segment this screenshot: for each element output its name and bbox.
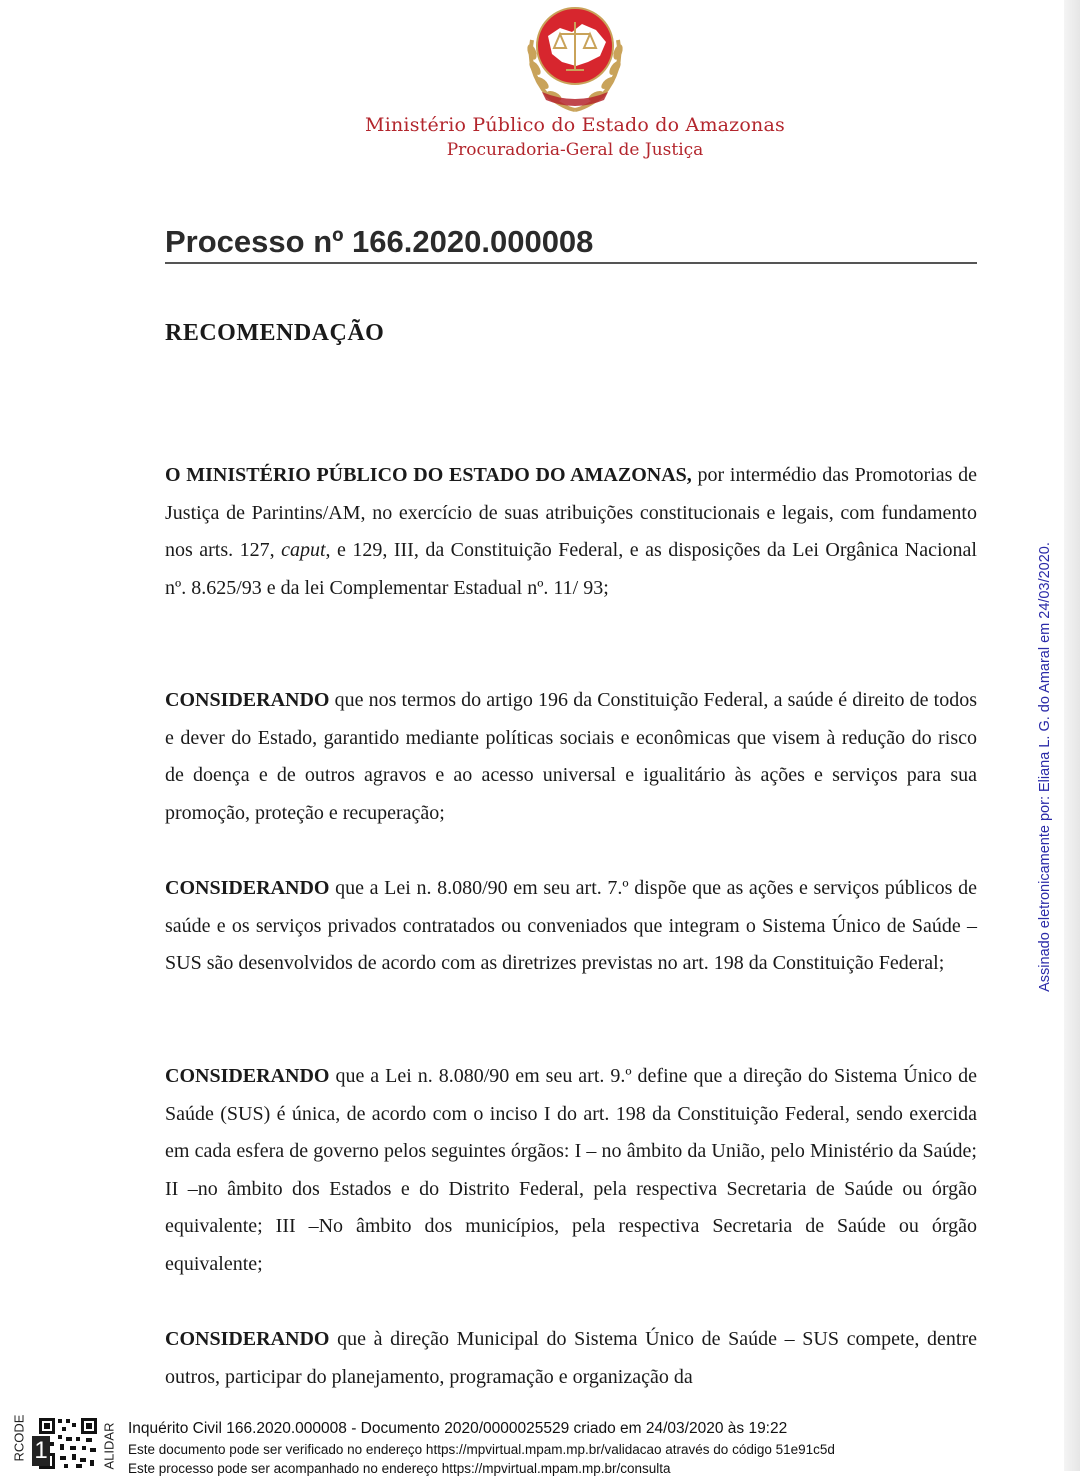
qr-label-left-text: RCODE [11,1414,27,1462]
qr-side-label-right [100,1416,118,1471]
paragraph-considerando-3 [165,1058,977,1284]
footer-document-info: Inquérito Civil 166.2020.000008 - Documento 2020/0000025529 criado em 24/03/2020 às 19:22 [128,1420,788,1437]
paragraph-lead: CONSIDERANDO [165,1065,330,1087]
paragraph-lead: CONSIDERANDO [165,877,330,899]
paragraph-text: que nos termos do artigo 196 da Constituição Federal, a saúde é direito de todos e dever do Estado, garantido mediante políticas sociais e econômicas que visem à redução do risco de doença e de outros agravos e ao acesso universal e igualitário às ações e serviços para sua promoção, proteção e recuperação; [165,689,977,824]
document-heading: RECOMENDAÇÃO [165,320,385,346]
paragraph-text: que a Lei n. 8.080/90 em seu art. 7.º dispõe que as ações e serviços públicos de saúde e os serviços privados contratados ou conveniados que integram o Sistema Único de Saúde –SUS são desenvolvidos de acordo com as diretrizes previstas no art. 198 da Constituição Federal; [165,877,977,975]
page-edge [1064,0,1080,1471]
signature-text: Assinado eletronicamente por: Eliana L. G. do Amaral em 24/03/2020. [1037,542,1053,992]
paragraph-text: , e 129, III, da Constituição Federal, e as disposições da Lei Orgânica Nacional nº. 8.625/93 e da lei Complementar Estadual nº. 11/ 93; [165,539,977,599]
process-title: Processo nº 166.2020.000008 [165,224,977,264]
institution-seal-logo [502,0,648,112]
italic-term: caput [281,539,326,562]
paragraph-text: que à direção Municipal do Sistema Único de Saúde – SUS compete, dentre outros, participar do planejamento, programação e organização da [165,1328,977,1388]
institution-name: Ministério Público do Estado do Amazonas [365,114,785,136]
paragraph-intro [165,457,977,607]
paragraph-considerando-1 [165,682,977,832]
electronic-signature-stamp [1030,512,1060,1022]
paragraph-lead: CONSIDERANDO [165,689,330,711]
qr-side-label-left [8,1416,30,1471]
footer-tracking-link[interactable]: Este processo pode ser acompanhado no endereço https://mpvirtual.mpam.mp.br/consulta [128,1461,671,1476]
paragraph-lead: O MINISTÉRIO PÚBLICO DO ESTADO DO AMAZONAS, [165,464,692,486]
paragraph-lead: CONSIDERANDO [165,1328,330,1350]
paragraph-text: que a Lei n. 8.080/90 em seu art. 9.º define que a direção do Sistema Único de Saúde (SUS) é única, de acordo com o inciso I do art. 198 da Constituição Federal, sendo exercida em cada esfera de governo pelos seguintes órgãos: I – no âmbito da União, pelo Ministério da Saúde; II –no âmbito dos Estados e do Distrito Federal, pela respectiva Secretaria de Saúde ou órgão equivalente; III –No âmbito dos municípios, pela respectiva Secretaria de Saúde ou órgão equivalente; [165,1065,977,1275]
page-number: 1 [32,1436,50,1466]
paragraph-considerando-2 [165,870,977,983]
letterhead [360,0,790,165]
qr-label-right-text: ALIDAR [101,1422,117,1470]
footer-verification-link[interactable]: Este documento pode ser verificado no endereço https://mpvirtual.mpam.mp.br/validacao através do código 51e91c5d [128,1442,835,1457]
paragraph-text: por intermédio das Promotorias de Justiça de Parintins/AM, no exercício de suas atribuições constitucionais e legais, com fundamento nos arts. 127, [165,464,977,562]
paragraph-considerando-4 [165,1321,977,1396]
institution-subtitle: Procuradoria-Geral de Justiça [446,140,704,160]
